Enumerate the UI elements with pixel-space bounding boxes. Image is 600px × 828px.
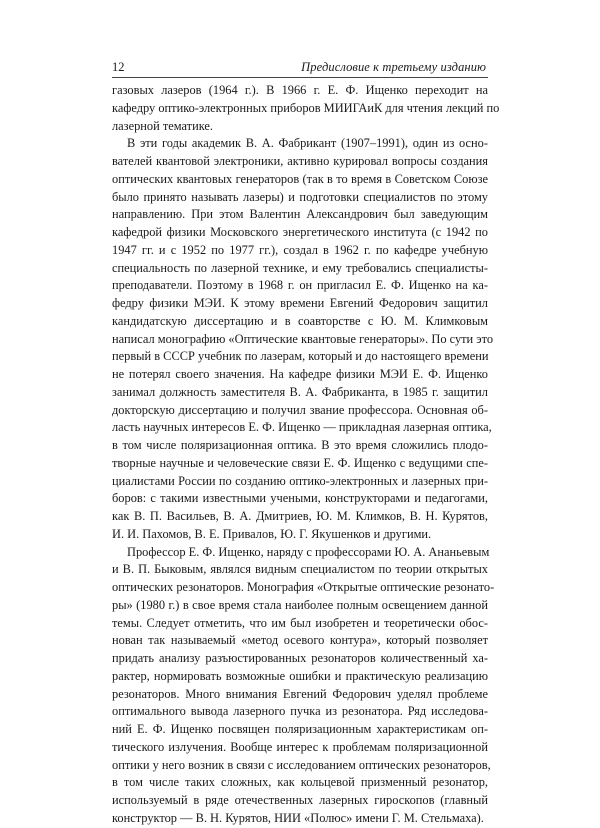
text-line: направлению. При этом Валентин Александрович был заведующим <box>112 207 488 222</box>
text-line: ний Е. Ф. Ищенко посвящен поляризационным характеристикам оп- <box>112 722 488 736</box>
text-line: 1947 гг. и с 1952 по 1977 гг.), создал в 1962 г. по кафедре учебную <box>112 242 488 257</box>
text-line: как В. П. Васильев, В. А. Дмитриев, Ю. М. Климков, В. Н. Курятов, <box>112 509 488 523</box>
text-line: кафедрой физики Московского энергетического института (с 1942 по <box>112 225 488 239</box>
text-line: газовых лазеров (1964 г.). В 1966 г. Е. Ф. Ищенко переходит на <box>112 83 488 97</box>
text-line: в том числе таких сложных, как кольцевой призменный резонатор, <box>112 775 488 790</box>
text-line: кандидатскую диссертацию и в соавторстве с Ю. М. Климковым <box>112 313 488 328</box>
running-head-title: Предисловие к третьему изданию <box>301 60 486 74</box>
text-line: резонаторов. Много внимания Евгений Федорович уделял проблеме <box>112 686 488 701</box>
text-line: оптических резонаторов. Монография «Открытые оптические резонато- <box>112 580 495 594</box>
text-line: циалистами России по созданию оптико-электронных и лазерных при- <box>112 473 488 488</box>
text-line: рактер, нормировать возможные ошибки и практическую реализацию <box>112 668 488 683</box>
text-line: вателей квантовой электроники, активно курировал вопросы создания <box>112 154 488 168</box>
text-line: и В. П. Быковым, являлся видным специалистом по теории открытых <box>112 562 488 577</box>
text-line: темы. Следует отметить, что им был изобретен и теоретически обос- <box>112 615 488 630</box>
text-line: В эти годы академик В. А. Фабрикант (1907–1991), один из осно- <box>127 136 488 151</box>
text-line: оптики у него возник в связи с исследованием оптических резонаторов, <box>112 757 491 772</box>
header-rule <box>112 77 488 78</box>
text-line: боров: с такими известными учеными, конструкторами и педагогами, <box>112 491 488 506</box>
text-line: творные научные и человеческие связи Е. Ф. Ищенко с ведущими спе- <box>112 455 488 470</box>
text-line: И. И. Пахомов, В. Е. Привалов, Ю. Г. Якушенков и другими. <box>112 526 432 541</box>
text-line: занимал должность заместителя В. А. Фабриканта, в 1985 г. защитил <box>112 384 488 399</box>
text-line: ласть научных интересов Е. Ф. Ищенко — прикладная лазерная оптика, <box>112 420 492 435</box>
text-line: не потерял своего значения. На кафедре физики МЭИ Е. Ф. Ищенко <box>112 367 488 381</box>
text-line: первый в СССР учебник по лазерам, который и до настоящего времени <box>112 349 489 364</box>
text-line: тического излучения. Вообще интерес к проблемам поляризационной <box>112 739 488 754</box>
text-line: федру физики МЭИ. К этому времени Евгений Федорович защитил <box>112 296 488 310</box>
paragraph-3 <box>112 544 495 828</box>
text-line: в том числе поляризационная оптика. В это время сложились плодо- <box>112 438 488 452</box>
text-line: специальность по лазерной технике, и ему требовались специалисты- <box>112 260 488 275</box>
text-line: Профессор Е. Ф. Ищенко, наряду с профессорами Ю. А. Ананьевым <box>127 544 490 559</box>
text-line: докторскую диссертацию и получил звание профессора. Основная об- <box>112 402 488 417</box>
text-line: написал монографию «Оптические квантовые генераторы». По сути это <box>112 331 494 346</box>
text-line: оптических квантовых генераторов (так в то время в Советском Союзе <box>112 171 488 186</box>
text-line: было принято называть лазеры) и подготовки специалистов по этому <box>112 189 488 204</box>
paragraph-1 <box>112 82 500 135</box>
text-line: придать анализу разъюстированных резонаторов количественный ха- <box>112 651 488 665</box>
paragraph-2 <box>112 135 494 543</box>
text-line: оптимального вывода лазерного пучка из резонатора. Ряд исследова- <box>112 704 488 719</box>
body-text <box>112 82 500 828</box>
text-line: лазерной тематике. <box>112 118 214 133</box>
text-line: конструктор — В. Н. Курятов, НИИ «Полюс» имени Г. М. Стельмаха). <box>112 810 484 825</box>
text-line: используемый в ряде отечественных лазерных гироскопов (главный <box>112 793 488 807</box>
text-line: ры» (1980 г.) в свое время стала наиболее полным освещением данной <box>112 597 488 612</box>
page-number: 12 <box>112 60 125 74</box>
running-head <box>112 56 488 78</box>
text-line: нован так называемый «метод осевого контура», который позволяет <box>112 633 488 648</box>
text-line: кафедру оптико-электронных приборов МИИГАиК для чтения лекций по <box>112 100 500 115</box>
text-line: преподаватели. Поэтому в 1968 г. он пригласил Е. Ф. Ищенко на ка- <box>112 278 488 293</box>
